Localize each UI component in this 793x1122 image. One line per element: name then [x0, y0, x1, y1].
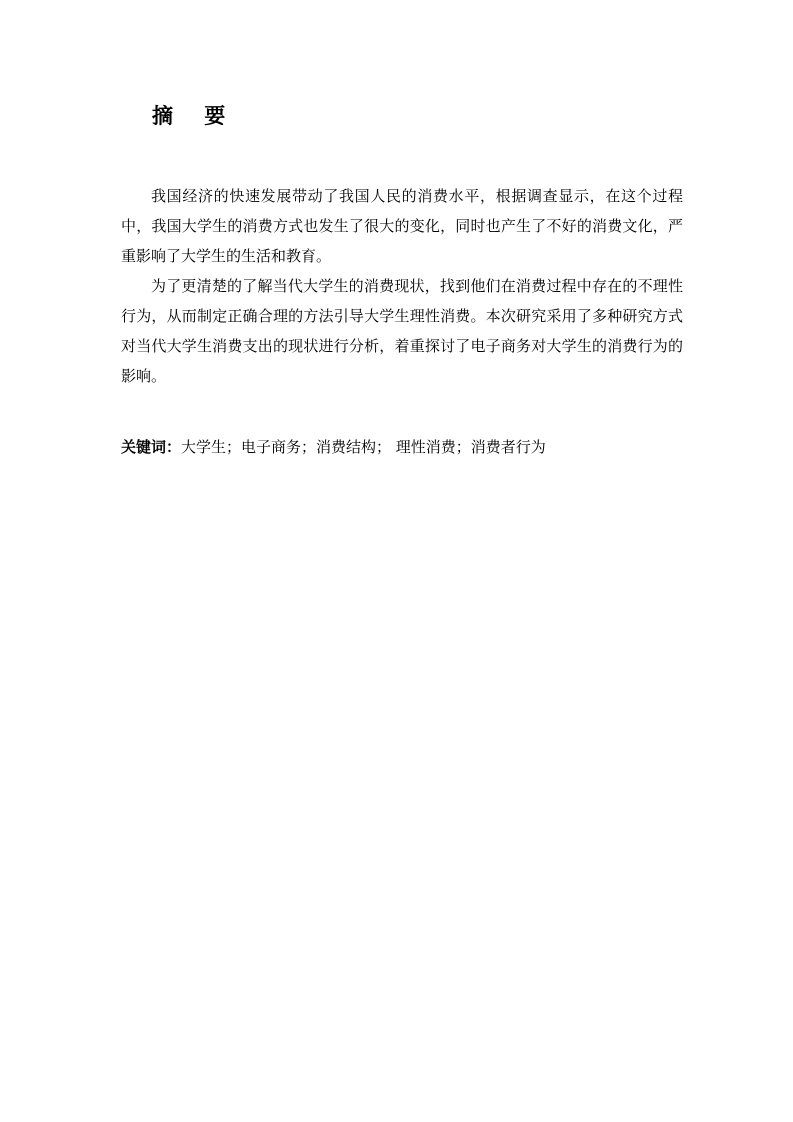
- abstract-paragraph-1: 我国经济的快速发展带动了我国人民的消费水平，根据调查显示，在这个过程中，我国大学生的消费方式也发生了很大的变化，同时也产生了不好的消费文化，严重影响了大学生的生活和教育。: [121, 187, 683, 265]
- keywords-label: 关键词：: [121, 438, 182, 456]
- abstract-title: 摘 要: [152, 103, 238, 128]
- keywords-line: [121, 435, 683, 459]
- keywords-list: 大学生；电子商务；消费结构； 理性消费；消费者行为: [181, 438, 546, 456]
- abstract-paragraph-2: 为了更清楚的了解当代大学生的消费现状，找到他们在消费过程中存在的不理性行为，从而制定正确合理的方法引导大学生理性消费。本次研究采用了多种研究方式对当代大学生消费支出的现状进行分析，着重探讨了电子商务对大学生的消费行为的影响。: [121, 277, 683, 385]
- abstract-body: [121, 181, 683, 391]
